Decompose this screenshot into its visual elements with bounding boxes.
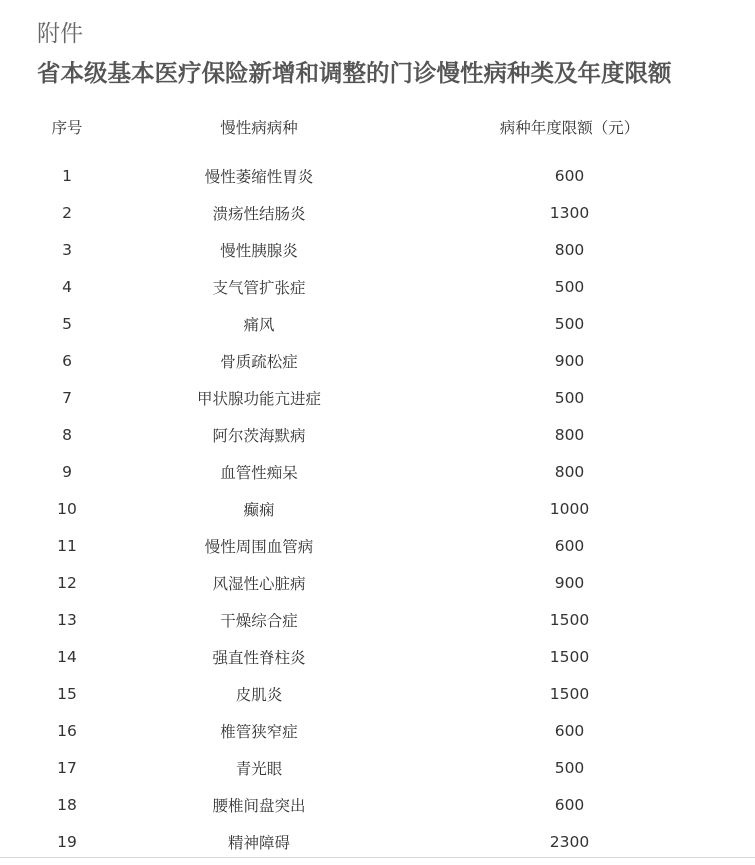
disease-name: 甲状腺功能亢进症 bbox=[196, 389, 321, 408]
disease-name: 干燥综合症 bbox=[220, 611, 298, 630]
disease-name: 支气管扩张症 bbox=[212, 278, 306, 297]
table-row bbox=[0, 823, 755, 860]
table-row bbox=[0, 379, 755, 416]
table-row bbox=[0, 490, 755, 527]
disease-name: 风湿性心脏病 bbox=[212, 574, 306, 593]
annual-limit: 2300 bbox=[549, 832, 590, 851]
bottom-divider bbox=[0, 857, 755, 858]
annual-limit: 1500 bbox=[549, 610, 590, 629]
disease-name: 青光眼 bbox=[235, 759, 283, 778]
column-header-disease: 慢性病病种 bbox=[220, 118, 298, 137]
disease-name: 慢性胰腺炎 bbox=[220, 241, 298, 260]
row-number: 2 bbox=[62, 203, 72, 222]
column-header-number: 序号 bbox=[51, 118, 83, 137]
annual-limit: 800 bbox=[554, 425, 585, 444]
annual-limit: 600 bbox=[554, 166, 585, 185]
row-number: 11 bbox=[57, 536, 77, 555]
disease-name: 腰椎间盘突出 bbox=[212, 796, 306, 815]
disease-name: 阿尔茨海默病 bbox=[212, 426, 306, 445]
column-header-annual-limit: 病种年度限额（元） bbox=[499, 118, 640, 137]
row-number: 6 bbox=[62, 351, 72, 370]
row-number: 17 bbox=[57, 758, 77, 777]
row-number: 14 bbox=[57, 647, 77, 666]
annual-limit: 1300 bbox=[549, 203, 590, 222]
row-number: 18 bbox=[57, 795, 77, 814]
table-header-row bbox=[0, 108, 755, 145]
annual-limit: 500 bbox=[554, 314, 585, 333]
annual-limit: 900 bbox=[554, 351, 585, 370]
row-number: 1 bbox=[62, 166, 72, 185]
annual-limit: 500 bbox=[554, 388, 585, 407]
row-number: 5 bbox=[62, 314, 72, 333]
row-number: 19 bbox=[57, 832, 77, 851]
table-row bbox=[0, 675, 755, 712]
table-row bbox=[0, 157, 755, 194]
disease-name: 强直性脊柱炎 bbox=[212, 648, 306, 667]
disease-name: 椎管狭窄症 bbox=[220, 722, 298, 741]
table-row bbox=[0, 749, 755, 786]
annual-limit: 1000 bbox=[549, 499, 590, 518]
disease-name: 癫痫 bbox=[243, 500, 275, 519]
annual-limit: 1500 bbox=[549, 647, 590, 666]
table-row bbox=[0, 786, 755, 823]
disease-name: 皮肌炎 bbox=[235, 685, 283, 704]
disease-name: 溃疡性结肠炎 bbox=[212, 204, 306, 223]
table-row bbox=[0, 305, 755, 342]
table-row bbox=[0, 564, 755, 601]
row-number: 16 bbox=[57, 721, 77, 740]
table-row bbox=[0, 194, 755, 231]
annual-limit: 500 bbox=[554, 277, 585, 296]
annual-limit: 900 bbox=[554, 573, 585, 592]
annual-limit: 1500 bbox=[549, 684, 590, 703]
row-number: 4 bbox=[62, 277, 72, 296]
table-row bbox=[0, 712, 755, 749]
row-number: 12 bbox=[57, 573, 77, 592]
table-row bbox=[0, 527, 755, 564]
annual-limit: 600 bbox=[554, 721, 585, 740]
header-spacer bbox=[0, 145, 755, 157]
annual-limit: 800 bbox=[554, 462, 585, 481]
disease-name: 骨质疏松症 bbox=[220, 352, 298, 371]
row-number: 3 bbox=[62, 240, 72, 259]
annual-limit: 600 bbox=[554, 795, 585, 814]
disease-name: 慢性萎缩性胃炎 bbox=[204, 167, 314, 186]
row-number: 8 bbox=[62, 425, 72, 444]
row-number: 10 bbox=[57, 499, 77, 518]
row-number: 7 bbox=[62, 388, 72, 407]
table-row bbox=[0, 453, 755, 490]
document-title: 省本级基本医疗保险新增和调整的门诊慢性病种类及年度限额 bbox=[37, 59, 672, 87]
table-row bbox=[0, 601, 755, 638]
annual-limit: 500 bbox=[554, 758, 585, 777]
table-row bbox=[0, 231, 755, 268]
disease-limit-table bbox=[0, 108, 755, 860]
disease-name: 慢性周围血管病 bbox=[204, 537, 314, 556]
table-row bbox=[0, 342, 755, 379]
annual-limit: 600 bbox=[554, 536, 585, 555]
annual-limit: 800 bbox=[554, 240, 585, 259]
table-row bbox=[0, 638, 755, 675]
row-number: 15 bbox=[57, 684, 77, 703]
row-number: 9 bbox=[62, 462, 72, 481]
row-number: 13 bbox=[57, 610, 77, 629]
table-row bbox=[0, 268, 755, 305]
table-row bbox=[0, 416, 755, 453]
disease-name: 痛风 bbox=[243, 315, 275, 334]
spacer-cell bbox=[0, 145, 755, 157]
disease-name: 血管性痴呆 bbox=[220, 463, 298, 482]
disease-name: 精神障碍 bbox=[227, 833, 290, 852]
table-body bbox=[0, 145, 755, 860]
attachment-label: 附件 bbox=[37, 21, 83, 47]
